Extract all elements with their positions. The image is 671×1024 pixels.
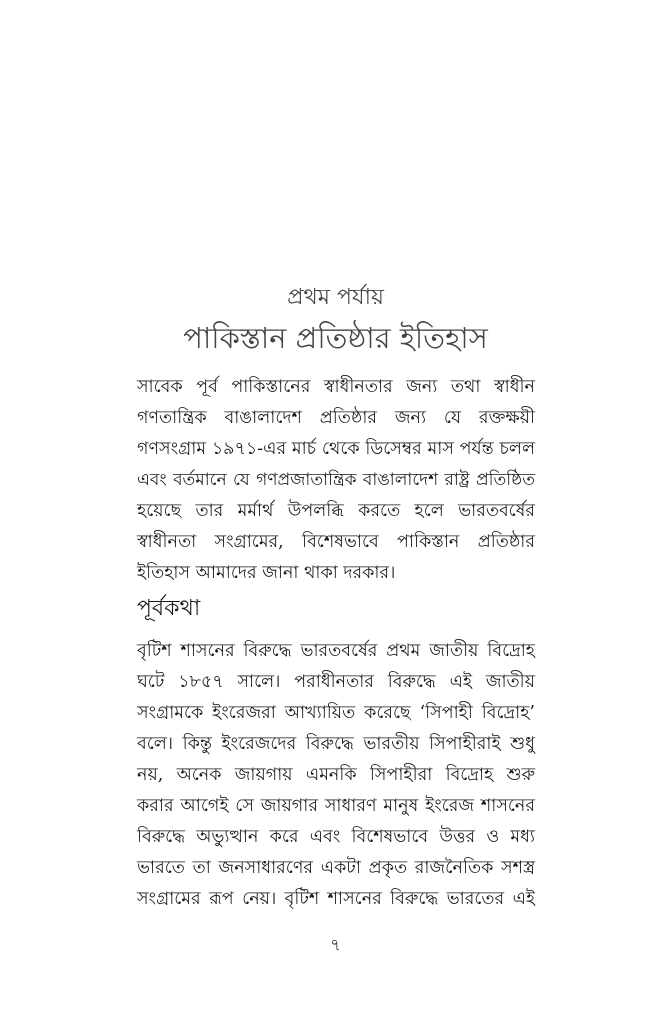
- body-line: বলে। কিন্তু ইংরেজদের বিরুদ্ধে ভারতীয় সিপাহীরাই শুধু: [137, 734, 535, 754]
- body-line: সংগ্রামের রূপ নেয়। বৃটিশ শাসনের বিরুদ্ধে ভারতের এই: [137, 889, 535, 909]
- intro-line: সাবেক পূর্ব পাকিস্তানের স্বাধীনতার জন্য তথা স্বাধীন: [137, 377, 535, 397]
- chapter-label: প্রথম পর্যায়: [287, 285, 384, 310]
- intro-line: ইতিহাস আমাদের জানা থাকা দরকার।: [137, 563, 396, 583]
- body-line: বৃটিশ শাসনের বিরুদ্ধে ভারতবর্ষের প্রথম জাতীয় বিদ্রোহ: [137, 641, 535, 661]
- intro-line: গণতান্ত্রিক বাঙালাদেশ প্রতিষ্ঠার জন্য যে রক্তক্ষয়ী: [137, 408, 535, 428]
- body-paragraph: [137, 636, 535, 915]
- body-line: বিরুদ্ধে অভ্যুত্থান করে এবং বিশেষভাবে উত্তর ও মধ্য: [137, 827, 535, 847]
- body-line: ঘটে ১৮৫৭ সালে। পরাধীনতার বিরুদ্ধে এই জাতীয়: [137, 672, 535, 692]
- section-heading: পূর্বকথা: [137, 596, 201, 621]
- body-line: করার আগেই সে জায়গার সাধারণ মানুষ ইংরেজ শাসনের: [137, 796, 535, 816]
- body-line: নয়, অনেক জায়গায় এমনকি সিপাহীরা বিদ্রোহ শুরু: [137, 765, 535, 785]
- intro-line: এবং বর্তমানে যে গণপ্রজাতান্ত্রিক বাঙালাদেশ রাষ্ট্র প্রতিষ্ঠিত: [137, 470, 535, 490]
- body-line: ভারতে তা জনসাধারণের একটা প্রকৃত রাজনৈতিক সশস্ত্র: [137, 858, 535, 878]
- body-line: সংগ্রামকে ইংরেজরা আখ্যায়িত করেছে ‘সিপাহী বিদ্রোহ’: [137, 703, 535, 723]
- chapter-title: পাকিস্তান প্রতিষ্ঠার ইতিহাস: [183, 321, 488, 355]
- intro-line: গণসংগ্রাম ১৯৭১-এর মার্চ থেকে ডিসেম্বর মাস পর্যন্ত চলল: [137, 439, 535, 459]
- intro-line: স্বাধীনতা সংগ্রামের, বিশেষভাবে পাকিস্তান প্রতিষ্ঠার: [137, 532, 535, 552]
- intro-line: হয়েছে তার মর্মার্থ উপলব্ধি করতে হলে ভারতবর্ষের: [137, 501, 535, 521]
- intro-paragraph: [137, 372, 535, 589]
- page-number: ৭: [330, 935, 341, 954]
